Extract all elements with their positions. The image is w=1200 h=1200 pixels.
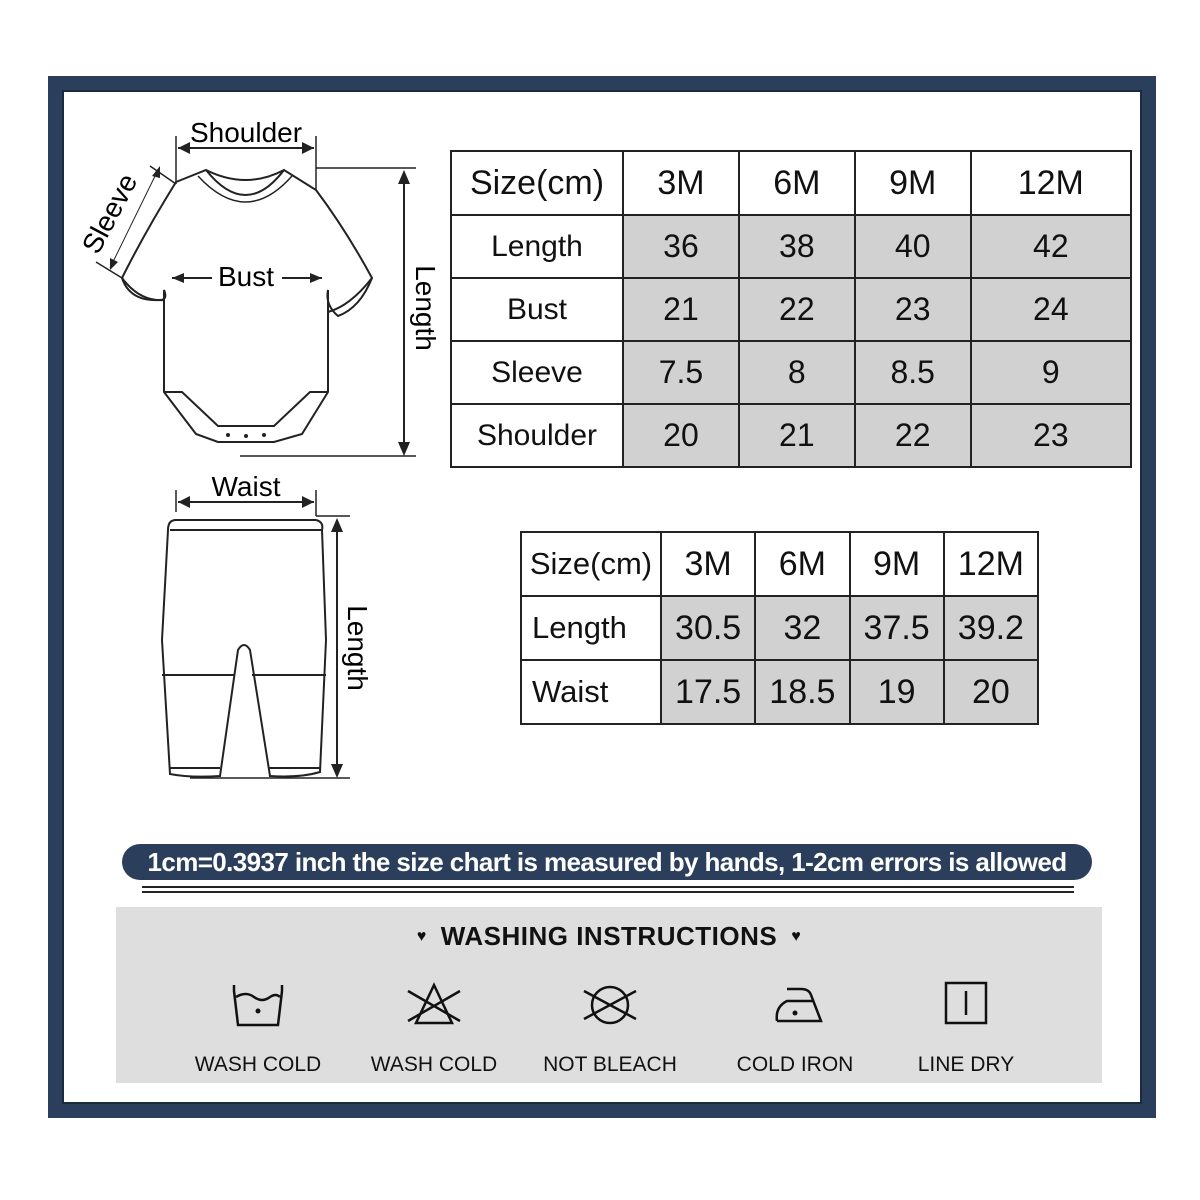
table-cell: 20 (623, 404, 739, 467)
header-cell: 12M (971, 151, 1131, 215)
header-cell: 9M (850, 532, 944, 596)
table-cell: 23 (855, 278, 971, 341)
washing-title: ♥ WASHING INSTRUCTIONS ♥ (416, 921, 802, 951)
table-cell: 21 (623, 278, 739, 341)
table-cell: 8 (739, 341, 855, 404)
header-cell: 9M (855, 151, 971, 215)
table-row (451, 341, 1131, 404)
table-cell: 23 (971, 404, 1131, 467)
care-label: LINE DRY (917, 1053, 1015, 1076)
bodysuit-size-table (450, 150, 1132, 468)
pants-size-table (520, 531, 1039, 725)
table-cell: 18.5 (755, 660, 849, 724)
bodysuit-length-label: Length (410, 265, 441, 351)
header-cell: Size(cm) (521, 532, 661, 596)
table-cell: 40 (855, 215, 971, 278)
care-label: NOT BLEACH (543, 1053, 677, 1076)
divider (142, 886, 1074, 888)
shoulder-label: Shoulder (189, 117, 303, 148)
table-row (451, 404, 1131, 467)
measurement-note-banner: 1cm=0.3937 inch the size chart is measured by hands, 1-2cm errors is allowed (122, 844, 1092, 880)
table-header-row (451, 151, 1131, 215)
line-dry-icon (936, 977, 996, 1033)
iron-low-icon (765, 977, 825, 1033)
header-cell: 6M (755, 532, 849, 596)
header-cell: 3M (661, 532, 755, 596)
heart-icon: ♥ (791, 928, 802, 945)
table-cell: 37.5 (850, 596, 944, 660)
table-cell: 19 (850, 660, 944, 724)
row-label: Sleeve (451, 341, 623, 404)
no-tumble-dry-icon (580, 977, 640, 1033)
heart-icon: ♥ (416, 928, 427, 945)
table-cell: 9 (971, 341, 1131, 404)
table-row (521, 660, 1038, 724)
divider (142, 891, 1074, 893)
table-row (451, 278, 1131, 341)
table-header-row (521, 532, 1038, 596)
sleeve-label: Sleeve (75, 168, 144, 259)
table-row (451, 215, 1131, 278)
table-cell: 22 (739, 278, 855, 341)
row-label: Length (451, 215, 623, 278)
row-label: Waist (521, 660, 661, 724)
table-cell: 36 (623, 215, 739, 278)
bust-label: Bust (217, 261, 275, 292)
header-cell: 12M (944, 532, 1038, 596)
care-label: WASH COLD (194, 1053, 322, 1076)
table-cell: 39.2 (944, 596, 1038, 660)
care-item-wash-cold (173, 977, 343, 1077)
pants-diagram (0, 460, 400, 800)
row-label: Shoulder (451, 404, 623, 467)
table-cell: 24 (971, 278, 1131, 341)
table-cell: 21 (739, 404, 855, 467)
washing-instructions-panel (116, 907, 1102, 1083)
table-cell: 42 (971, 215, 1131, 278)
table-cell: 32 (755, 596, 849, 660)
row-label: Length (521, 596, 661, 660)
no-bleach-triangle-icon (404, 977, 464, 1033)
table-cell: 17.5 (661, 660, 755, 724)
waist-label: Waist (211, 471, 281, 502)
table-cell: 8.5 (855, 341, 971, 404)
header-cell: 6M (739, 151, 855, 215)
bodysuit-diagram (0, 0, 460, 480)
care-label: COLD IRON (736, 1053, 854, 1076)
wash-tub-icon (228, 977, 288, 1033)
header-cell: Size(cm) (451, 151, 623, 215)
care-item-not-bleach (525, 977, 695, 1077)
table-cell: 30.5 (661, 596, 755, 660)
care-item-cold-iron (710, 977, 880, 1077)
header-cell: 3M (623, 151, 739, 215)
table-cell: 38 (739, 215, 855, 278)
care-item-line-dry (881, 977, 1051, 1077)
row-label: Bust (451, 278, 623, 341)
table-row (521, 596, 1038, 660)
table-cell: 22 (855, 404, 971, 467)
table-cell: 7.5 (623, 341, 739, 404)
care-item-wash-cold-2 (349, 977, 519, 1077)
care-label: WASH COLD (370, 1053, 498, 1076)
table-cell: 20 (944, 660, 1038, 724)
pants-length-label: Length (342, 605, 373, 691)
